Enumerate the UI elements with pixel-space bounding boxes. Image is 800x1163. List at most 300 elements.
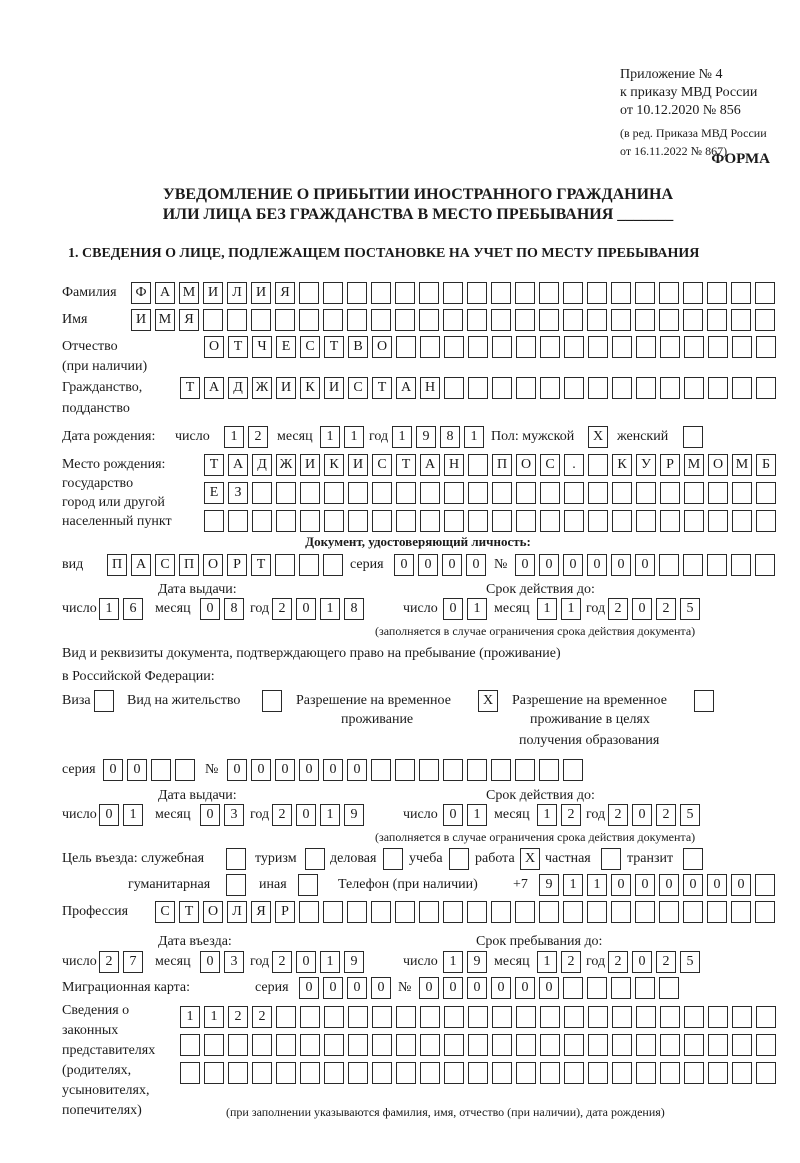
letter-cell[interactable]	[587, 309, 607, 331]
letter-cell[interactable]	[396, 336, 416, 358]
letter-cell[interactable]: 2	[561, 804, 581, 826]
letter-cell[interactable]: О	[372, 336, 392, 358]
letter-cell[interactable]	[467, 901, 487, 923]
letter-cell[interactable]	[564, 1006, 584, 1028]
letter-cell[interactable]	[252, 1062, 272, 1084]
letter-cell[interactable]	[708, 377, 728, 399]
letter-cell[interactable]	[660, 336, 680, 358]
letter-cell[interactable]	[444, 482, 464, 504]
letter-cell[interactable]: Ж	[252, 377, 272, 399]
letter-cell[interactable]	[467, 309, 487, 331]
letter-cell[interactable]: Р	[660, 454, 680, 476]
letter-cell[interactable]: 0	[443, 598, 463, 620]
letter-cell[interactable]	[707, 282, 727, 304]
letter-cell[interactable]	[444, 377, 464, 399]
letter-cell[interactable]: 0	[515, 977, 535, 999]
letter-cell[interactable]	[755, 309, 775, 331]
letter-cell[interactable]	[539, 901, 559, 923]
letter-cell[interactable]	[588, 1062, 608, 1084]
letter-cell[interactable]: Л	[227, 282, 247, 304]
letter-cell[interactable]	[151, 759, 171, 781]
letter-cell[interactable]	[468, 1062, 488, 1084]
letter-cell[interactable]	[180, 1034, 200, 1056]
letter-cell[interactable]	[227, 309, 247, 331]
checkbox-cell[interactable]	[262, 690, 282, 712]
letter-cell[interactable]: 2	[656, 598, 676, 620]
letter-cell[interactable]: 0	[347, 759, 367, 781]
letter-cell[interactable]: 0	[394, 554, 414, 576]
letter-cell[interactable]	[348, 1034, 368, 1056]
letter-cell[interactable]	[492, 377, 512, 399]
letter-cell[interactable]	[636, 377, 656, 399]
letter-cell[interactable]	[419, 759, 439, 781]
letter-cell[interactable]	[372, 510, 392, 532]
letter-cell[interactable]: 0	[587, 554, 607, 576]
letter-cell[interactable]	[251, 309, 271, 331]
letter-cell[interactable]	[540, 1034, 560, 1056]
letter-cell[interactable]: 1	[563, 874, 583, 896]
letter-cell[interactable]	[587, 977, 607, 999]
letter-cell[interactable]: 0	[611, 874, 631, 896]
letter-cell[interactable]: П	[179, 554, 199, 576]
letter-cell[interactable]	[300, 1062, 320, 1084]
letter-cell[interactable]: 0	[251, 759, 271, 781]
letter-cell[interactable]: 0	[275, 759, 295, 781]
letter-cell[interactable]	[731, 282, 751, 304]
checkbox-cell[interactable]	[683, 426, 703, 448]
letter-cell[interactable]: 0	[200, 951, 220, 973]
letter-cell[interactable]: Т	[324, 336, 344, 358]
letter-cell[interactable]	[660, 377, 680, 399]
letter-cell[interactable]: Т	[204, 454, 224, 476]
letter-cell[interactable]	[564, 377, 584, 399]
letter-cell[interactable]	[563, 977, 583, 999]
letter-cell[interactable]: 2	[656, 951, 676, 973]
letter-cell[interactable]: 3	[224, 804, 244, 826]
letter-cell[interactable]: 0	[418, 554, 438, 576]
letter-cell[interactable]	[395, 901, 415, 923]
letter-cell[interactable]	[420, 1062, 440, 1084]
letter-cell[interactable]: 0	[103, 759, 123, 781]
letter-cell[interactable]	[275, 554, 295, 576]
letter-cell[interactable]: 1	[180, 1006, 200, 1028]
letter-cell[interactable]: 0	[611, 554, 631, 576]
letter-cell[interactable]	[756, 510, 776, 532]
letter-cell[interactable]	[468, 454, 488, 476]
letter-cell[interactable]	[371, 901, 391, 923]
letter-cell[interactable]	[684, 1006, 704, 1028]
letter-cell[interactable]: Я	[179, 309, 199, 331]
letter-cell[interactable]: С	[348, 377, 368, 399]
letter-cell[interactable]	[491, 282, 511, 304]
letter-cell[interactable]	[611, 282, 631, 304]
letter-cell[interactable]	[371, 282, 391, 304]
letter-cell[interactable]: 0	[296, 804, 316, 826]
letter-cell[interactable]	[348, 510, 368, 532]
letter-cell[interactable]	[468, 1006, 488, 1028]
letter-cell[interactable]	[588, 482, 608, 504]
letter-cell[interactable]	[323, 309, 343, 331]
letter-cell[interactable]: 0	[515, 554, 535, 576]
letter-cell[interactable]	[635, 977, 655, 999]
letter-cell[interactable]	[300, 510, 320, 532]
letter-cell[interactable]	[204, 1062, 224, 1084]
letter-cell[interactable]: 0	[347, 977, 367, 999]
letter-cell[interactable]	[635, 901, 655, 923]
letter-cell[interactable]	[540, 482, 560, 504]
letter-cell[interactable]	[635, 282, 655, 304]
letter-cell[interactable]	[539, 282, 559, 304]
letter-cell[interactable]	[420, 510, 440, 532]
checkbox-cell[interactable]	[226, 874, 246, 896]
letter-cell[interactable]: Н	[420, 377, 440, 399]
letter-cell[interactable]: П	[107, 554, 127, 576]
letter-cell[interactable]: С	[155, 901, 175, 923]
letter-cell[interactable]	[708, 510, 728, 532]
letter-cell[interactable]	[731, 554, 751, 576]
checkbox-cell[interactable]	[383, 848, 403, 870]
letter-cell[interactable]	[323, 901, 343, 923]
letter-cell[interactable]: 0	[227, 759, 247, 781]
letter-cell[interactable]: 1	[224, 426, 244, 448]
letter-cell[interactable]	[396, 1006, 416, 1028]
letter-cell[interactable]	[636, 336, 656, 358]
checkbox-cell[interactable]	[94, 690, 114, 712]
letter-cell[interactable]: 0	[707, 874, 727, 896]
letter-cell[interactable]	[684, 377, 704, 399]
letter-cell[interactable]	[491, 901, 511, 923]
letter-cell[interactable]: М	[179, 282, 199, 304]
letter-cell[interactable]: 0	[371, 977, 391, 999]
letter-cell[interactable]	[636, 510, 656, 532]
letter-cell[interactable]: 0	[466, 554, 486, 576]
letter-cell[interactable]	[539, 309, 559, 331]
letter-cell[interactable]	[324, 1034, 344, 1056]
letter-cell[interactable]	[299, 554, 319, 576]
letter-cell[interactable]	[299, 309, 319, 331]
letter-cell[interactable]: Е	[276, 336, 296, 358]
letter-cell[interactable]	[204, 1034, 224, 1056]
letter-cell[interactable]	[372, 482, 392, 504]
letter-cell[interactable]: 8	[440, 426, 460, 448]
letter-cell[interactable]: 0	[443, 977, 463, 999]
letter-cell[interactable]	[683, 901, 703, 923]
letter-cell[interactable]	[395, 759, 415, 781]
letter-cell[interactable]	[540, 377, 560, 399]
letter-cell[interactable]	[299, 282, 319, 304]
letter-cell[interactable]	[755, 874, 775, 896]
letter-cell[interactable]: И	[276, 377, 296, 399]
letter-cell[interactable]: Т	[372, 377, 392, 399]
letter-cell[interactable]: 2	[228, 1006, 248, 1028]
letter-cell[interactable]	[684, 1062, 704, 1084]
letter-cell[interactable]	[347, 901, 367, 923]
letter-cell[interactable]: Р	[227, 554, 247, 576]
letter-cell[interactable]: А	[228, 454, 248, 476]
letter-cell[interactable]	[515, 282, 535, 304]
letter-cell[interactable]	[756, 336, 776, 358]
letter-cell[interactable]: 3	[224, 951, 244, 973]
letter-cell[interactable]	[659, 901, 679, 923]
letter-cell[interactable]: Т	[228, 336, 248, 358]
letter-cell[interactable]	[276, 1006, 296, 1028]
letter-cell[interactable]	[612, 482, 632, 504]
letter-cell[interactable]	[756, 377, 776, 399]
letter-cell[interactable]	[492, 1034, 512, 1056]
letter-cell[interactable]	[564, 510, 584, 532]
letter-cell[interactable]: 0	[323, 759, 343, 781]
letter-cell[interactable]	[419, 282, 439, 304]
letter-cell[interactable]	[395, 309, 415, 331]
letter-cell[interactable]	[707, 309, 727, 331]
letter-cell[interactable]: О	[708, 454, 728, 476]
letter-cell[interactable]: 0	[296, 598, 316, 620]
letter-cell[interactable]	[732, 1062, 752, 1084]
letter-cell[interactable]: И	[203, 282, 223, 304]
letter-cell[interactable]: А	[155, 282, 175, 304]
letter-cell[interactable]	[396, 1062, 416, 1084]
letter-cell[interactable]	[468, 510, 488, 532]
letter-cell[interactable]	[515, 901, 535, 923]
letter-cell[interactable]	[395, 282, 415, 304]
letter-cell[interactable]	[732, 377, 752, 399]
letter-cell[interactable]	[492, 1006, 512, 1028]
letter-cell[interactable]	[300, 482, 320, 504]
letter-cell[interactable]: 0	[443, 804, 463, 826]
letter-cell[interactable]: 6	[123, 598, 143, 620]
letter-cell[interactable]: 0	[539, 977, 559, 999]
letter-cell[interactable]: 0	[632, 951, 652, 973]
letter-cell[interactable]	[708, 1034, 728, 1056]
letter-cell[interactable]: 1	[587, 874, 607, 896]
letter-cell[interactable]	[635, 309, 655, 331]
letter-cell[interactable]	[175, 759, 195, 781]
letter-cell[interactable]: В	[348, 336, 368, 358]
letter-cell[interactable]: 0	[467, 977, 487, 999]
letter-cell[interactable]: 1	[320, 426, 340, 448]
letter-cell[interactable]: К	[300, 377, 320, 399]
letter-cell[interactable]	[420, 336, 440, 358]
letter-cell[interactable]	[180, 1062, 200, 1084]
letter-cell[interactable]	[420, 1006, 440, 1028]
letter-cell[interactable]	[276, 482, 296, 504]
letter-cell[interactable]	[683, 282, 703, 304]
letter-cell[interactable]	[204, 510, 224, 532]
letter-cell[interactable]	[707, 554, 727, 576]
letter-cell[interactable]: 1	[344, 426, 364, 448]
letter-cell[interactable]: 2	[608, 804, 628, 826]
letter-cell[interactable]: А	[131, 554, 151, 576]
letter-cell[interactable]: Т	[179, 901, 199, 923]
checkbox-cell[interactable]	[298, 874, 318, 896]
letter-cell[interactable]	[492, 1062, 512, 1084]
letter-cell[interactable]: 2	[248, 426, 268, 448]
letter-cell[interactable]: .	[564, 454, 584, 476]
letter-cell[interactable]: М	[155, 309, 175, 331]
letter-cell[interactable]	[516, 482, 536, 504]
letter-cell[interactable]	[612, 1034, 632, 1056]
letter-cell[interactable]	[324, 1006, 344, 1028]
letter-cell[interactable]: М	[684, 454, 704, 476]
letter-cell[interactable]: Ч	[252, 336, 272, 358]
letter-cell[interactable]: М	[732, 454, 752, 476]
letter-cell[interactable]: 5	[680, 951, 700, 973]
letter-cell[interactable]: 0	[491, 977, 511, 999]
letter-cell[interactable]: 0	[323, 977, 343, 999]
letter-cell[interactable]: 0	[635, 874, 655, 896]
letter-cell[interactable]	[612, 377, 632, 399]
letter-cell[interactable]	[492, 482, 512, 504]
letter-cell[interactable]: 0	[659, 874, 679, 896]
letter-cell[interactable]: 2	[561, 951, 581, 973]
letter-cell[interactable]	[443, 282, 463, 304]
checkbox-cell[interactable]: X	[520, 848, 540, 870]
letter-cell[interactable]	[396, 482, 416, 504]
letter-cell[interactable]	[660, 510, 680, 532]
letter-cell[interactable]	[276, 1034, 296, 1056]
letter-cell[interactable]: 0	[563, 554, 583, 576]
letter-cell[interactable]: О	[204, 336, 224, 358]
letter-cell[interactable]: С	[155, 554, 175, 576]
letter-cell[interactable]: 0	[442, 554, 462, 576]
letter-cell[interactable]	[588, 510, 608, 532]
letter-cell[interactable]: 0	[683, 874, 703, 896]
checkbox-cell[interactable]: X	[588, 426, 608, 448]
letter-cell[interactable]	[756, 1062, 776, 1084]
letter-cell[interactable]	[732, 1034, 752, 1056]
letter-cell[interactable]	[371, 759, 391, 781]
letter-cell[interactable]	[636, 482, 656, 504]
letter-cell[interactable]	[324, 482, 344, 504]
letter-cell[interactable]: О	[203, 554, 223, 576]
letter-cell[interactable]: Т	[251, 554, 271, 576]
letter-cell[interactable]	[563, 759, 583, 781]
letter-cell[interactable]	[444, 1006, 464, 1028]
letter-cell[interactable]	[708, 336, 728, 358]
letter-cell[interactable]: 0	[99, 804, 119, 826]
letter-cell[interactable]	[611, 977, 631, 999]
letter-cell[interactable]: 1	[467, 804, 487, 826]
letter-cell[interactable]	[636, 1062, 656, 1084]
letter-cell[interactable]	[611, 309, 631, 331]
letter-cell[interactable]	[443, 901, 463, 923]
letter-cell[interactable]	[444, 510, 464, 532]
letter-cell[interactable]	[660, 1034, 680, 1056]
letter-cell[interactable]	[444, 336, 464, 358]
letter-cell[interactable]: 0	[632, 804, 652, 826]
letter-cell[interactable]	[612, 336, 632, 358]
letter-cell[interactable]: 1	[464, 426, 484, 448]
letter-cell[interactable]	[659, 554, 679, 576]
letter-cell[interactable]: И	[348, 454, 368, 476]
letter-cell[interactable]	[684, 1034, 704, 1056]
letter-cell[interactable]: 2	[252, 1006, 272, 1028]
checkbox-cell[interactable]	[449, 848, 469, 870]
letter-cell[interactable]	[467, 282, 487, 304]
letter-cell[interactable]	[756, 482, 776, 504]
letter-cell[interactable]: 5	[680, 804, 700, 826]
letter-cell[interactable]	[419, 901, 439, 923]
letter-cell[interactable]	[756, 1006, 776, 1028]
letter-cell[interactable]	[443, 309, 463, 331]
letter-cell[interactable]	[467, 759, 487, 781]
letter-cell[interactable]	[660, 1006, 680, 1028]
letter-cell[interactable]	[588, 336, 608, 358]
letter-cell[interactable]	[659, 282, 679, 304]
letter-cell[interactable]	[612, 1062, 632, 1084]
letter-cell[interactable]	[324, 1062, 344, 1084]
letter-cell[interactable]: 9	[416, 426, 436, 448]
letter-cell[interactable]: Л	[227, 901, 247, 923]
letter-cell[interactable]: 1	[99, 598, 119, 620]
letter-cell[interactable]	[443, 759, 463, 781]
letter-cell[interactable]	[420, 482, 440, 504]
letter-cell[interactable]	[419, 309, 439, 331]
letter-cell[interactable]	[587, 282, 607, 304]
letter-cell[interactable]	[491, 759, 511, 781]
letter-cell[interactable]	[540, 510, 560, 532]
letter-cell[interactable]	[708, 1006, 728, 1028]
letter-cell[interactable]	[348, 1006, 368, 1028]
letter-cell[interactable]	[540, 1006, 560, 1028]
letter-cell[interactable]	[347, 282, 367, 304]
letter-cell[interactable]	[516, 1062, 536, 1084]
letter-cell[interactable]: 7	[123, 951, 143, 973]
letter-cell[interactable]	[323, 554, 343, 576]
letter-cell[interactable]: 2	[608, 598, 628, 620]
letter-cell[interactable]: 9	[467, 951, 487, 973]
letter-cell[interactable]: 0	[200, 804, 220, 826]
letter-cell[interactable]	[756, 1034, 776, 1056]
letter-cell[interactable]: 2	[656, 804, 676, 826]
letter-cell[interactable]: 9	[344, 804, 364, 826]
letter-cell[interactable]	[444, 1062, 464, 1084]
letter-cell[interactable]: А	[204, 377, 224, 399]
letter-cell[interactable]	[516, 510, 536, 532]
letter-cell[interactable]	[563, 282, 583, 304]
letter-cell[interactable]	[372, 1062, 392, 1084]
letter-cell[interactable]	[203, 309, 223, 331]
letter-cell[interactable]	[684, 336, 704, 358]
letter-cell[interactable]	[588, 1034, 608, 1056]
letter-cell[interactable]	[660, 1062, 680, 1084]
letter-cell[interactable]: 9	[344, 951, 364, 973]
checkbox-cell[interactable]	[683, 848, 703, 870]
letter-cell[interactable]	[300, 1006, 320, 1028]
letter-cell[interactable]	[731, 309, 751, 331]
letter-cell[interactable]	[468, 377, 488, 399]
letter-cell[interactable]	[516, 1006, 536, 1028]
letter-cell[interactable]	[539, 759, 559, 781]
letter-cell[interactable]: 0	[127, 759, 147, 781]
letter-cell[interactable]: Я	[251, 901, 271, 923]
letter-cell[interactable]: Е	[204, 482, 224, 504]
letter-cell[interactable]	[611, 901, 631, 923]
letter-cell[interactable]	[491, 309, 511, 331]
letter-cell[interactable]	[468, 482, 488, 504]
letter-cell[interactable]: 0	[632, 598, 652, 620]
letter-cell[interactable]	[300, 1034, 320, 1056]
letter-cell[interactable]	[563, 901, 583, 923]
letter-cell[interactable]	[372, 1034, 392, 1056]
checkbox-cell[interactable]	[694, 690, 714, 712]
letter-cell[interactable]: К	[612, 454, 632, 476]
letter-cell[interactable]: 0	[419, 977, 439, 999]
letter-cell[interactable]	[516, 377, 536, 399]
letter-cell[interactable]	[636, 1006, 656, 1028]
letter-cell[interactable]	[348, 1062, 368, 1084]
letter-cell[interactable]	[516, 336, 536, 358]
